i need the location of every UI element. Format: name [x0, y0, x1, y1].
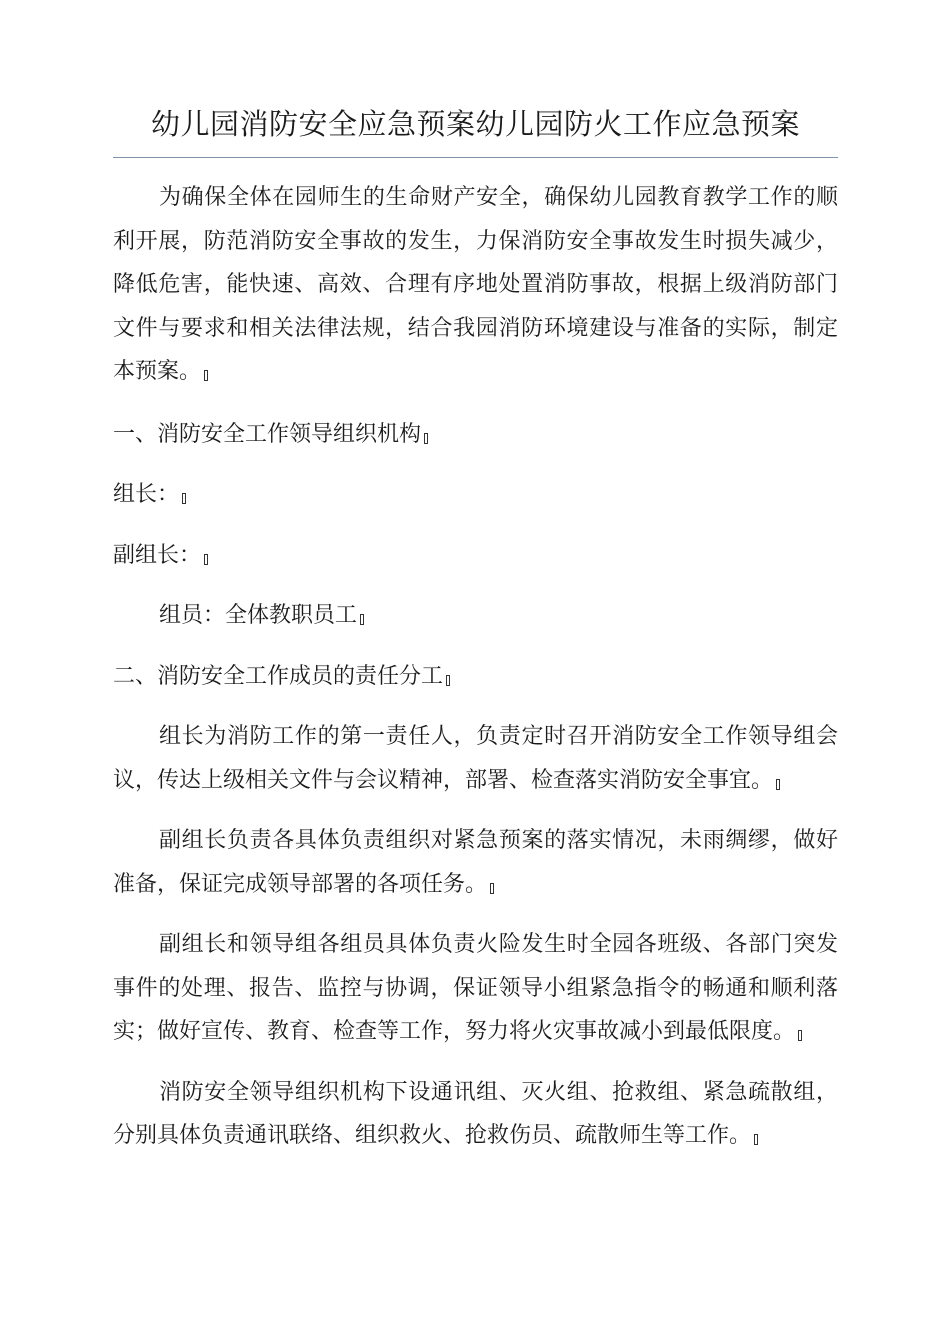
section-heading-2	[113, 655, 838, 699]
paragraph-mark-icon	[424, 433, 428, 444]
paragraph-mark-icon	[776, 779, 780, 790]
paragraph-mark-icon	[754, 1134, 758, 1145]
section-heading-1	[113, 413, 838, 457]
paragraph-mark-icon	[182, 493, 186, 504]
document-body	[113, 176, 838, 1158]
field-deputy-leader	[113, 534, 838, 578]
paragraph-text: 组员：全体教职员工	[159, 603, 358, 628]
paragraph-mark-icon	[798, 1030, 802, 1041]
paragraph-text: 副组长：	[113, 542, 202, 568]
field-group-leader	[113, 473, 838, 517]
paragraph-text: 组长为消防工作的第一责任人，负责定时召开消防安全工作领导组会议，传达上级相关文件与会议精神，部署、检查落实消防安全事宜。	[113, 724, 838, 793]
paragraph-text: 二、消防安全工作成员的责任分工	[113, 663, 444, 689]
paragraph-deputy-duty	[113, 819, 838, 906]
paragraph-leader-duty	[113, 715, 838, 802]
paragraph-text: 组长：	[113, 482, 180, 507]
paragraph-text: 消防安全领导组织机构下设通讯组、灭火组、抢救组、紧急疏散组，分别具体负责通讯联络、组织救火、抢救伤员、疏散师生等工作。	[113, 1079, 838, 1148]
paragraph-mark-icon	[204, 370, 208, 381]
paragraph-mark-icon	[490, 883, 494, 894]
paragraph-mark-icon	[204, 554, 208, 565]
paragraph-mark-icon	[446, 675, 450, 686]
paragraph-text: 为确保全体在园师生的生命财产安全，确保幼儿园教育教学工作的顺利开展，防范消防安全事故的发生，力保消防安全事故发生时损失减少，降低危害，能快速、高效、合理有序地处置消防事故，根据上级消防部门文件与要求和相关法律法规，结合我园消防环境建设与准备的实际，制定本预案。	[113, 185, 838, 384]
field-group-members	[113, 594, 838, 638]
paragraph-mark-icon	[360, 614, 364, 625]
paragraph-text: 副组长和领导组各组员具体负责火险发生时全园各班级、各部门突发事件的处理、报告、监控与协调，保证领导小组紧急指令的畅通和顺利落实；做好宣传、教育、检查等工作，努力将火灾事故减小到最低限度。	[113, 932, 838, 1044]
paragraph-members-duty	[113, 923, 838, 1054]
paragraph-text: 一、消防安全工作领导组织机构	[113, 421, 422, 447]
paragraph-text: 副组长负责各具体负责组织对紧急预案的落实情况，未雨绸缪，做好准备，保证完成领导部署的各项任务。	[113, 828, 838, 897]
paragraph-subgroups	[113, 1071, 838, 1158]
document-title: 幼儿园消防安全应急预案幼儿园防火工作应急预案	[150, 107, 800, 141]
paragraph-intro	[113, 176, 838, 394]
title-divider	[113, 157, 838, 158]
